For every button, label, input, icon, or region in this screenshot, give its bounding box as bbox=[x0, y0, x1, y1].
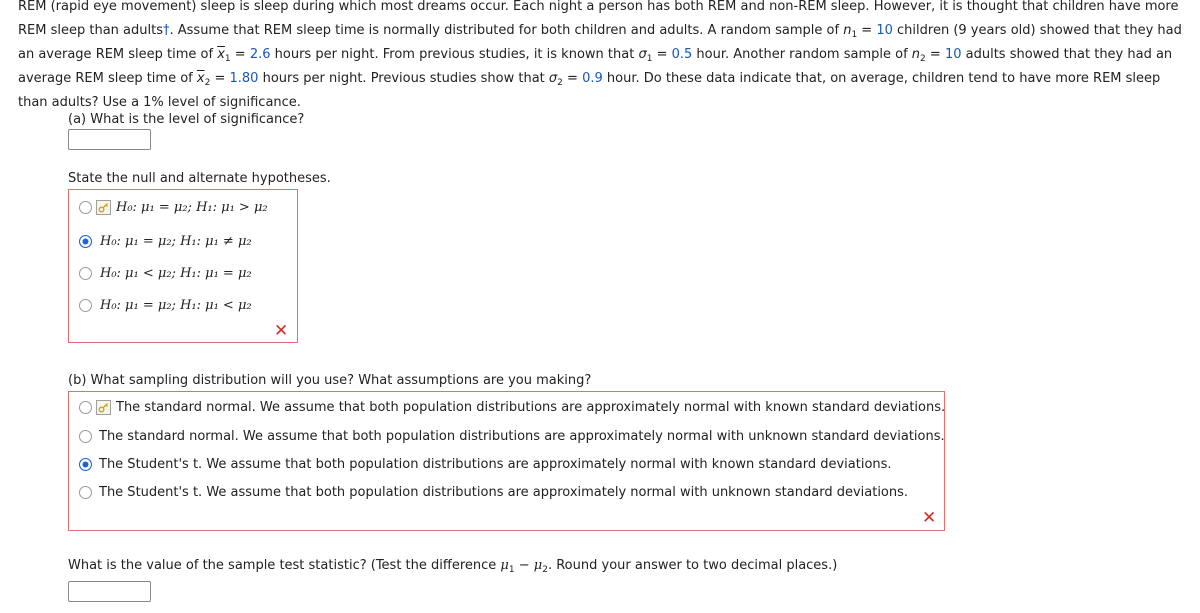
distribution-option-4[interactable] bbox=[79, 482, 908, 502]
sigma1-value: 0.5 bbox=[671, 47, 693, 62]
n2-value: 10 bbox=[944, 47, 962, 62]
footnote-dagger-link[interactable]: † bbox=[162, 23, 170, 38]
hypothesis-option-1[interactable] bbox=[79, 197, 268, 217]
part-b-question: (b) What sampling distribution will you use? What assumptions are you making? bbox=[68, 373, 592, 388]
hypothesis-option-2[interactable] bbox=[79, 231, 252, 251]
distribution-option-3[interactable] bbox=[79, 454, 892, 474]
test-statistic-question: What is the value of the sample test statistic? (Test the difference $\mu_1 - \mu_2$. Round your answer to two decimal places.) bbox=[68, 558, 838, 575]
hypothesis-option-3[interactable] bbox=[79, 263, 252, 283]
hypothesis-radio-4[interactable] bbox=[79, 299, 92, 312]
key-icon bbox=[96, 200, 111, 215]
distribution-option-3-label: The Student's t. We assume that both population distributions are approximately normal with known standard deviations. bbox=[99, 456, 892, 472]
x2-value: 1.80 bbox=[229, 71, 259, 86]
distribution-option-4-label: The Student's t. We assume that both population distributions are approximately normal with unknown standard deviations. bbox=[99, 484, 909, 500]
hypothesis-radio-1[interactable] bbox=[79, 201, 92, 214]
hypothesis-1-h1: H₁: μ₁ > μ₂ bbox=[196, 199, 268, 215]
incorrect-x-icon: ✕ bbox=[274, 321, 289, 341]
hypothesis-4-h0: H₀: μ₁ = μ₂; bbox=[100, 297, 176, 313]
distribution-radio-2[interactable] bbox=[79, 430, 92, 443]
x1-value: 2.6 bbox=[249, 47, 271, 62]
hypothesis-option-4[interactable] bbox=[79, 295, 252, 315]
distribution-option-1-label: The standard normal. We assume that both population distributions are approximately normal with known standard deviations. bbox=[116, 399, 946, 415]
significance-level-input[interactable] bbox=[68, 129, 151, 150]
hypothesis-4-h1: H₁: μ₁ < μ₂ bbox=[180, 297, 252, 313]
n1-value: 10 bbox=[876, 23, 893, 38]
hypothesis-2-h1: H₁: μ₁ ≠ μ₂ bbox=[180, 233, 252, 249]
test-statistic-input[interactable] bbox=[68, 581, 151, 602]
distribution-option-1[interactable] bbox=[79, 397, 945, 417]
distribution-radio-1[interactable] bbox=[79, 401, 92, 414]
hypotheses-prompt: State the null and alternate hypotheses. bbox=[68, 171, 331, 186]
distribution-radio-4[interactable] bbox=[79, 486, 92, 499]
hypothesis-radio-3[interactable] bbox=[79, 267, 92, 280]
part-a-question: (a) What is the level of significance? bbox=[68, 112, 305, 127]
key-icon bbox=[96, 400, 111, 415]
hypothesis-3-h1: H₁: μ₁ = μ₂ bbox=[180, 265, 252, 281]
hypothesis-1-h0: H₀: μ₁ = μ₂; bbox=[116, 199, 192, 215]
problem-statement: REM (rapid eye movement) sleep is sleep during which most dreams occur. Each night a person has both REM and non-REM sleep. However, it is thought that children have more REM sleep than adults†. Assume that REM sleep time is normally distributed for both children and adults. A random sample of $n_1 = 10$ children (9 years old) showed that they had an average REM sleep time of $\overline{x}_1 = 2.6$ hours per night. From previous studies, it is known that $\sigma_1 = 0.5$ hour. Another random sample of $n_2 = 10$ adults showed that they had an average REM sleep time of $\overline{x}_2 = 1.80$ hours per night. Previous studies show that $\sigma_2 = 0.9$ hour. Do these data indicate that, on average, children tend to have more REM sleep than adults? Use a 1% level of significance. bbox=[18, 0, 1182, 110]
hypothesis-radio-2[interactable] bbox=[79, 235, 92, 248]
distribution-option-2-label: The standard normal. We assume that both population distributions are approximately normal with unknown standard deviations. bbox=[99, 428, 945, 444]
distribution-option-2[interactable] bbox=[79, 426, 945, 446]
incorrect-x-icon: ✕ bbox=[922, 508, 937, 528]
hypothesis-3-h0: H₀: μ₁ < μ₂; bbox=[100, 265, 176, 281]
sigma2-value: 0.9 bbox=[582, 71, 603, 86]
distribution-radio-3[interactable] bbox=[79, 458, 92, 471]
hypothesis-2-h0: H₀: μ₁ = μ₂; bbox=[100, 233, 176, 249]
